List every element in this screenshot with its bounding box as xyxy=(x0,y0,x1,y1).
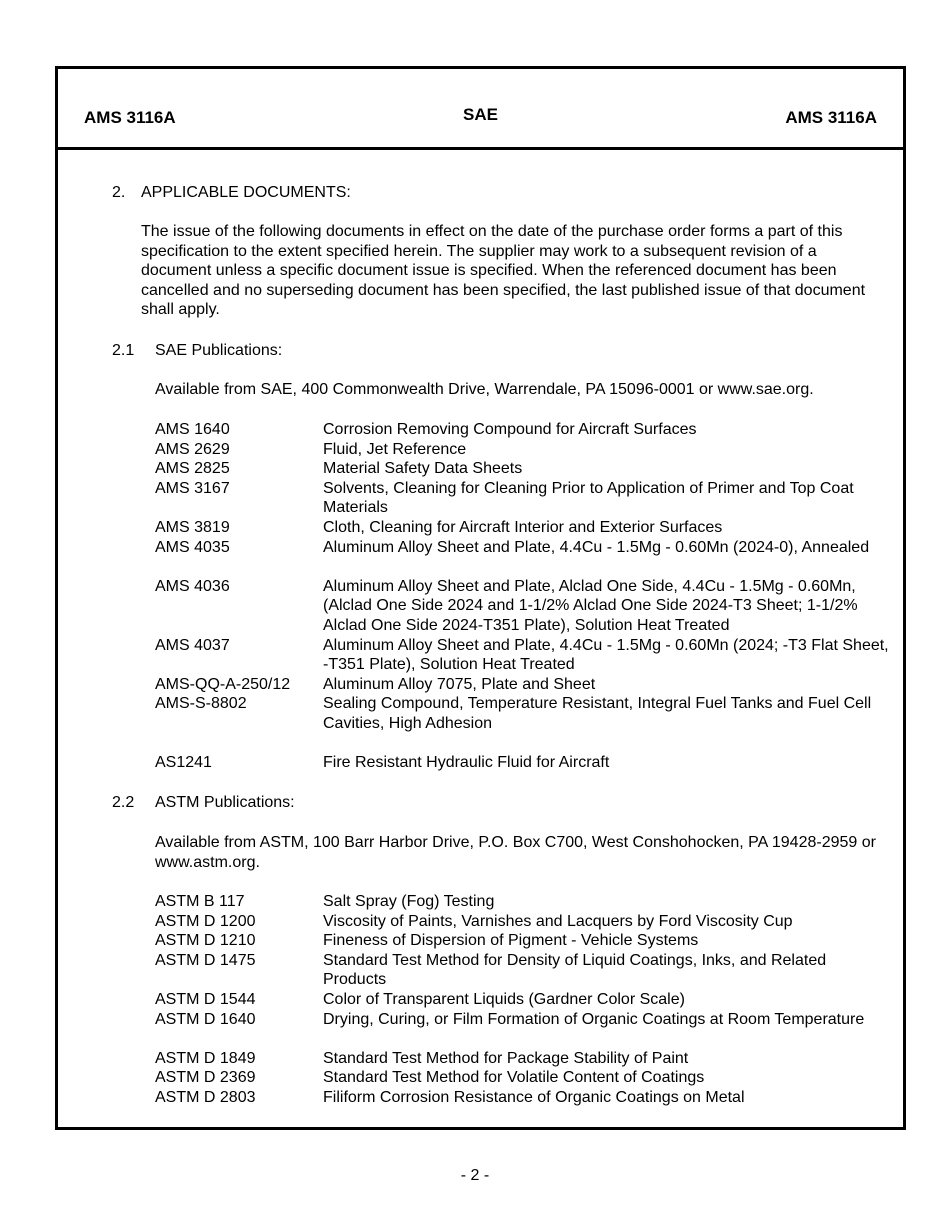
doc-title: Cloth, Cleaning for Aircraft Interior and Exterior Surfaces xyxy=(323,519,723,536)
section-number: 2. xyxy=(112,184,126,201)
doc-title: Aluminum Alloy Sheet and Plate, 4.4Cu - 1.5Mg - 0.60Mn (2024; -T3 Flat Sheet, -T351 Plate), Solution Heat Treated xyxy=(323,636,889,674)
doc-title: Corrosion Removing Compound for Aircraft Surfaces xyxy=(323,421,697,438)
doc-title: Material Safety Data Sheets xyxy=(323,460,523,478)
page-header xyxy=(58,69,903,150)
doc-code: AMS 2629 xyxy=(155,440,230,458)
doc-title: Drying, Curing, or Film Formation of Organic Coatings at Room Temperature xyxy=(323,1010,865,1028)
doc-code: ASTM D 1640 xyxy=(155,1010,256,1028)
header-organization: SAE xyxy=(463,105,498,124)
page-frame xyxy=(55,66,906,1130)
doc-title: Sealing Compound, Temperature Resistant, Integral Fuel Tanks and Fuel Cell Cavities, High Adhesion xyxy=(323,695,872,732)
sae-availability: Available from SAE, 400 Commonwealth Drive, Warrendale, PA 15096-0001 or www.sae.org. xyxy=(155,381,814,398)
doc-title: Aluminum Alloy 7075, Plate and Sheet xyxy=(323,675,596,693)
doc-title: Viscosity of Paints, Varnishes and Lacquers by Ford Viscosity Cup xyxy=(323,912,793,930)
subsection-title-astm: ASTM Publications: xyxy=(155,794,295,811)
subsection-number-sae: 2.1 xyxy=(112,342,135,359)
doc-title: Filiform Corrosion Resistance of Organic Coatings on Metal xyxy=(323,1089,745,1106)
doc-title: Salt Spray (Fog) Testing xyxy=(323,893,495,910)
doc-code: ASTM D 2369 xyxy=(155,1069,256,1087)
doc-code: ASTM D 2803 xyxy=(155,1089,256,1106)
doc-title: Fluid, Jet Reference xyxy=(323,440,467,458)
doc-code: ASTM D 1849 xyxy=(155,1049,256,1067)
doc-code: AMS 1640 xyxy=(155,421,230,438)
doc-code: ASTM D 1475 xyxy=(155,951,256,969)
doc-title: Aluminum Alloy Sheet and Plate, 4.4Cu - 1.5Mg - 0.60Mn (2024-0), Annealed xyxy=(323,538,870,556)
doc-code: ASTM D 1210 xyxy=(155,932,256,950)
doc-code: AMS-QQ-A-250/12 xyxy=(155,675,291,693)
doc-code: AMS 3819 xyxy=(155,519,230,536)
doc-code: ASTM D 1544 xyxy=(155,991,256,1008)
doc-title: Color of Transparent Liquids (Gardner Color Scale) xyxy=(323,991,685,1008)
doc-code: AS1241 xyxy=(155,754,212,771)
astm-availability: Available from ASTM, 100 Barr Harbor Drive, P.O. Box C700, West Conshohocken, PA 19428-2959 or www.astm.org. xyxy=(155,834,876,871)
doc-title: Fineness of Dispersion of Pigment - Vehicle Systems xyxy=(323,932,699,950)
doc-title: Fire Resistant Hydraulic Fluid for Aircraft xyxy=(323,754,610,771)
doc-code: AMS 2825 xyxy=(155,460,230,478)
doc-code: ASTM B 117 xyxy=(155,893,245,910)
subsection-title-sae: SAE Publications: xyxy=(155,342,283,359)
header-doc-number-right: AMS 3116A xyxy=(785,108,877,127)
doc-code: ASTM D 1200 xyxy=(155,912,256,930)
doc-title: Solvents, Cleaning for Cleaning Prior to Application of Primer and Top Coat Materials xyxy=(323,479,854,517)
doc-title: Aluminum Alloy Sheet and Plate, Alclad One Side, 4.4Cu - 1.5Mg - 0.60Mn, (Alclad One Side 2024 and 1-1/2% Alclad One Side 2024-T3 Sheet; 1-1/2% Alclad One Side 2024-T351 Plate), Solution Heat Treated xyxy=(323,577,858,634)
doc-title: Standard Test Method for Volatile Content of Coatings xyxy=(323,1069,705,1087)
doc-title: Standard Test Method for Density of Liquid Coatings, Inks, and Related Products xyxy=(323,951,827,989)
doc-code: AMS 4037 xyxy=(155,636,230,654)
header-doc-number-left: AMS 3116A xyxy=(84,108,176,127)
doc-code: AMS 3167 xyxy=(155,479,230,497)
page-number: - 2 - xyxy=(460,1167,490,1184)
doc-code: AMS 4035 xyxy=(155,538,230,556)
doc-code: AMS 4036 xyxy=(155,577,230,595)
doc-code: AMS-S-8802 xyxy=(155,695,247,713)
subsection-number-astm: 2.2 xyxy=(112,794,135,811)
section-intro-paragraph: The issue of the following documents in effect on the date of the purchase order forms a part of this specification to the extent specified herein. The supplier may work to a subsequent revision of a document unless a specific document issue is specified. When the referenced document has been cancelled and no superseding document has been specified, the last published issue of that document shall apply. xyxy=(141,223,866,319)
doc-title: Standard Test Method for Package Stability of Paint xyxy=(323,1049,689,1067)
section-title: APPLICABLE DOCUMENTS: xyxy=(141,184,351,201)
